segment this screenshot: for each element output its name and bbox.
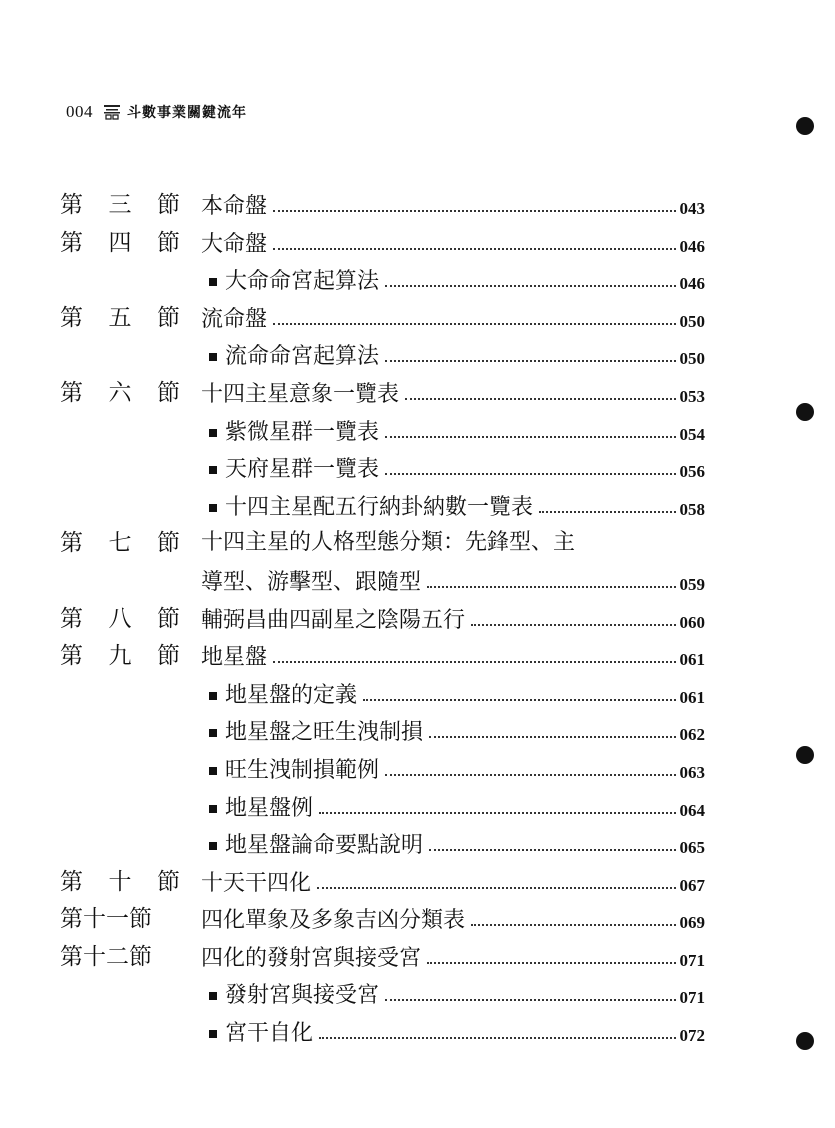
binder-hole (796, 117, 814, 135)
entry-title-line1[interactable]: 十四主星的人格型態分類：先鋒型、主 (201, 530, 576, 556)
entry-page-number: 046 (679, 274, 705, 294)
dot-leader (385, 360, 675, 362)
dot-leader (273, 248, 675, 250)
entry-page-number: 072 (679, 1026, 705, 1046)
square-bullet-icon (209, 278, 217, 286)
dot-leader (273, 661, 675, 663)
toc-entry-link[interactable] (201, 868, 705, 898)
toc-row (60, 263, 705, 301)
section-label-char: 第 (60, 605, 83, 632)
entry-title: 流命命宮起算法 (225, 344, 380, 370)
toc-entry-link[interactable] (201, 567, 705, 597)
section-label (60, 191, 180, 219)
page-number: 004 (66, 102, 93, 121)
dot-leader (273, 210, 675, 212)
entry-page-number: 058 (679, 499, 705, 519)
square-bullet-icon (209, 429, 217, 437)
section-label-char: 第 (60, 530, 83, 557)
toc-entry-link[interactable] (209, 680, 705, 710)
entry-page-number: 065 (679, 838, 705, 858)
section-label-char: 五 (108, 304, 132, 331)
toc-row (60, 188, 705, 226)
square-bullet-icon (209, 805, 217, 813)
toc-row (60, 564, 705, 602)
dot-leader (539, 511, 675, 513)
entry-title: 天府星群一覽表 (225, 457, 380, 483)
toc-row (60, 639, 705, 677)
section-label (60, 379, 180, 407)
toc-row (60, 790, 705, 828)
square-bullet-icon (209, 729, 217, 737)
entry-page-number: 064 (679, 800, 705, 820)
section-label (60, 605, 180, 633)
entry-title: 地星盤論命要點說明 (225, 833, 424, 859)
toc-row (60, 865, 705, 903)
entry-title: 旺生洩制損範例 (225, 757, 380, 783)
section-label-char: 第 (60, 868, 83, 895)
toc-entry-link[interactable] (209, 266, 705, 296)
entry-page-number: 071 (679, 988, 705, 1008)
toc-row (60, 1015, 705, 1053)
toc-entry-link[interactable] (209, 830, 705, 860)
entry-title: 輔弼昌曲四副星之陰陽五行 (201, 607, 466, 633)
toc-row (60, 827, 705, 865)
dot-leader (429, 849, 675, 851)
entry-title: 導型、游擊型、跟隨型 (201, 569, 422, 595)
square-bullet-icon (209, 466, 217, 474)
table-of-contents (60, 188, 705, 1053)
section-label-char: 節 (157, 530, 180, 557)
section-label-char: 三 (108, 192, 132, 218)
section-label-char: 第 (60, 192, 83, 218)
entry-page-number: 060 (679, 612, 705, 632)
dot-leader (471, 924, 675, 926)
section-label-char: 第十一節 (60, 906, 152, 933)
section-label-char: 第 (60, 229, 83, 256)
section-label (60, 868, 180, 896)
dot-leader (427, 962, 675, 964)
binder-hole (796, 403, 814, 421)
toc-row (60, 677, 705, 715)
square-bullet-icon (209, 767, 217, 775)
toc-entry-link[interactable] (209, 417, 705, 447)
section-label-char: 第 (60, 643, 83, 670)
toc-entry-link[interactable] (201, 379, 705, 409)
dot-leader (471, 624, 675, 626)
entry-title: 十四主星配五行納卦納數一覽表 (225, 494, 534, 520)
toc-row (60, 226, 705, 264)
dot-leader (317, 887, 675, 889)
toc-entry-link[interactable] (209, 492, 705, 522)
toc-row (60, 451, 705, 489)
toc-row (60, 977, 705, 1015)
square-bullet-icon (209, 353, 217, 361)
square-bullet-icon (209, 692, 217, 700)
entry-page-number: 069 (679, 913, 705, 933)
dot-leader (273, 323, 675, 325)
entry-page-number: 059 (679, 574, 705, 594)
entry-page-number: 063 (679, 762, 705, 782)
toc-entry-link[interactable] (201, 642, 705, 672)
square-bullet-icon (209, 1030, 217, 1038)
entry-title: 大命命宮起算法 (225, 269, 380, 295)
toc-row (60, 489, 705, 527)
toc-row (60, 301, 705, 339)
entry-page-number: 043 (679, 199, 705, 218)
entry-page-number: 071 (679, 950, 705, 970)
dot-leader (385, 774, 675, 776)
dot-leader (429, 736, 675, 738)
entry-title: 本命盤 (201, 194, 268, 219)
entry-title: 紫微星群一覽表 (225, 419, 380, 445)
section-label-char: 第 (60, 379, 83, 406)
dot-leader (405, 398, 675, 400)
section-label (60, 642, 180, 670)
dot-leader (319, 812, 675, 814)
section-label-char: 第十二節 (60, 943, 152, 970)
book-title: 斗數事業關鍵流年 (127, 105, 247, 121)
binder-hole (796, 746, 814, 764)
toc-entry-link[interactable] (201, 191, 705, 221)
entry-page-number: 061 (679, 687, 705, 707)
section-label-char: 第 (60, 304, 83, 331)
section-label-char: 節 (157, 868, 180, 895)
toc-entry-link[interactable] (209, 717, 705, 747)
entry-page-number: 061 (679, 650, 705, 670)
square-bullet-icon (209, 504, 217, 512)
section-label-char: 九 (108, 643, 132, 670)
section-label-char: 節 (157, 643, 180, 670)
running-header (66, 100, 247, 124)
toc-row (60, 414, 705, 452)
entry-page-number: 056 (679, 462, 705, 482)
dot-leader (385, 285, 675, 287)
entry-page-number: 054 (679, 424, 705, 444)
section-label-char: 節 (157, 192, 180, 218)
entry-title: 地星盤的定義 (225, 682, 358, 708)
entry-title: 宮干自化 (225, 1021, 314, 1047)
entry-title: 地星盤之旺生洩制損 (225, 720, 424, 746)
toc-entry-link[interactable] (201, 943, 705, 973)
entry-page-number: 067 (679, 875, 705, 895)
square-bullet-icon (209, 842, 217, 850)
dot-leader (363, 699, 675, 701)
section-label (60, 229, 180, 257)
toc-entry-link[interactable] (209, 341, 705, 371)
toc-entry-link[interactable] (201, 229, 705, 259)
entry-title: 發射宮與接受宮 (225, 983, 380, 1009)
section-label-char: 節 (157, 605, 180, 632)
toc-entry-link[interactable] (209, 793, 705, 823)
section-label-char: 八 (108, 605, 132, 632)
dot-leader (385, 436, 675, 438)
book-logo-icon (103, 103, 121, 121)
toc-entry-link[interactable] (209, 980, 705, 1010)
entry-page-number: 062 (679, 725, 705, 745)
section-label (60, 304, 180, 332)
section-label (60, 943, 180, 971)
entry-page-number: 053 (679, 386, 705, 406)
entry-title: 流命盤 (201, 306, 268, 332)
section-label-char: 十 (108, 868, 132, 895)
toc-entry-link[interactable] (209, 1018, 705, 1048)
binder-hole (796, 1032, 814, 1050)
toc-entry-link[interactable] (201, 605, 705, 635)
toc-entry-link[interactable] (201, 905, 705, 935)
entry-title: 地星盤 (201, 645, 268, 671)
dot-leader (319, 1037, 675, 1039)
entry-page-number: 050 (679, 311, 705, 331)
toc-row (60, 714, 705, 752)
toc-row (60, 752, 705, 790)
toc-entry-link[interactable] (201, 304, 705, 334)
section-label-char: 四 (108, 229, 132, 256)
square-bullet-icon (209, 992, 217, 1000)
toc-entry-link[interactable] (209, 454, 705, 484)
section-label (60, 529, 180, 557)
section-label-char: 六 (108, 379, 132, 406)
dot-leader (427, 586, 675, 588)
toc-row (60, 376, 705, 414)
toc-row (60, 602, 705, 640)
toc-row (60, 940, 705, 978)
section-label-char: 七 (108, 530, 132, 557)
entry-title: 大命盤 (201, 231, 268, 257)
toc-row (60, 526, 705, 564)
section-label-char: 節 (157, 304, 180, 331)
entry-title: 四化的發射宮與接受宮 (201, 945, 422, 971)
toc-row (60, 338, 705, 376)
entry-title: 四化單象及多象吉凶分類表 (201, 908, 466, 934)
entry-title: 地星盤例 (225, 795, 314, 821)
section-label-char: 節 (157, 379, 180, 406)
entry-title: 十天干四化 (201, 870, 312, 896)
section-label-char: 節 (157, 229, 180, 256)
section-label (60, 905, 180, 933)
toc-entry-link[interactable] (209, 755, 705, 785)
entry-page-number: 046 (679, 236, 705, 256)
dot-leader (385, 473, 675, 475)
entry-page-number: 050 (679, 349, 705, 369)
toc-row (60, 902, 705, 940)
dot-leader (385, 999, 675, 1001)
entry-title: 十四主星意象一覽表 (201, 381, 400, 407)
